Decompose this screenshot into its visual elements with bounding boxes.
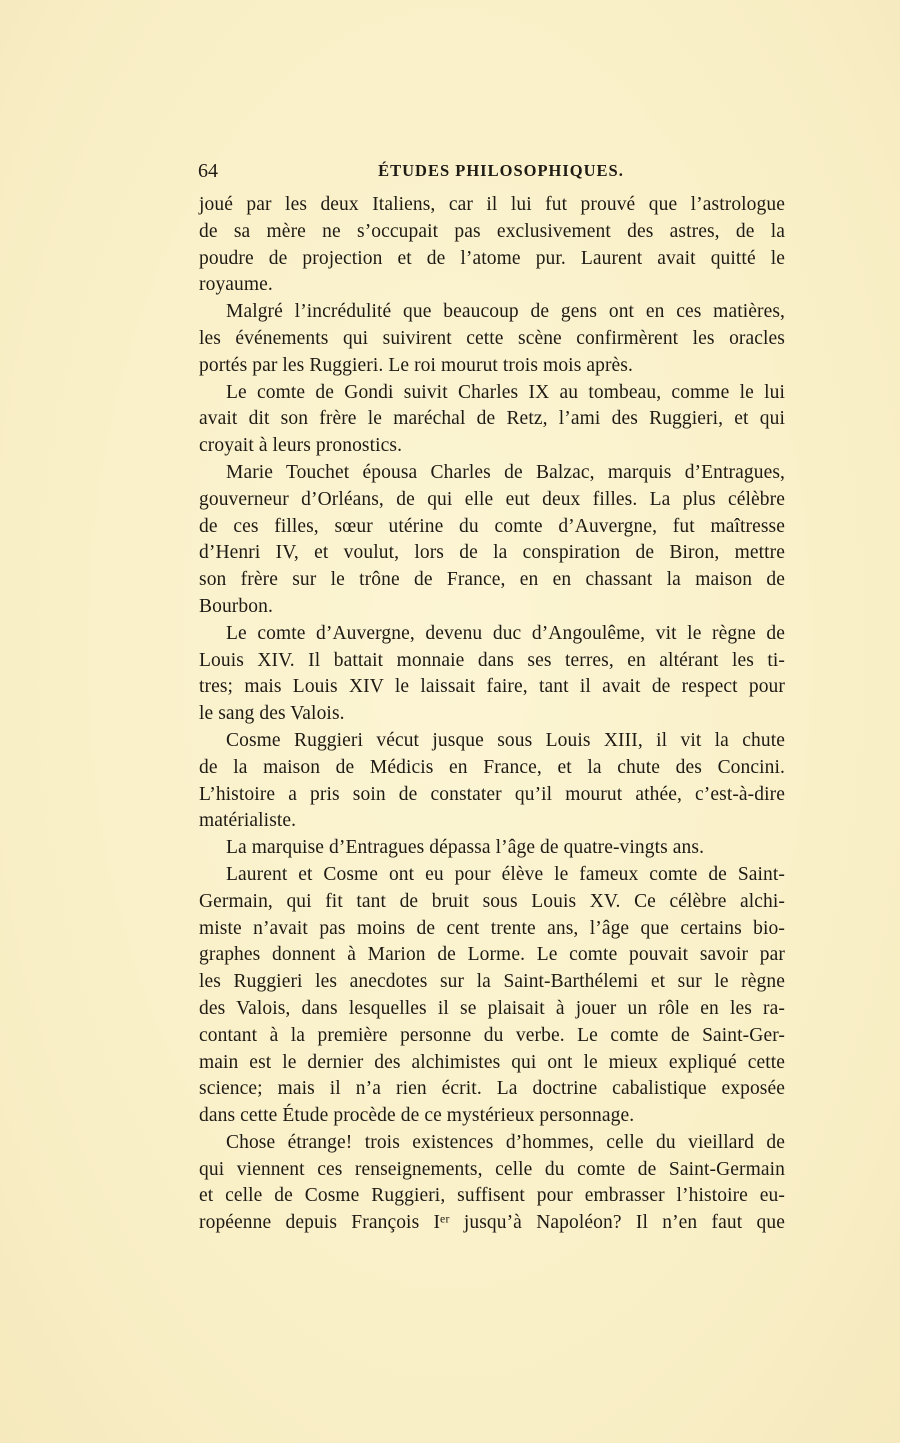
text-line: Chose étrange! trois existences d’hommes, celle du vieillard de	[226, 1131, 785, 1153]
text-line: matérialiste.	[199, 810, 297, 832]
text-line: les Ruggieri les anecdotes sur la Saint-Barthélemi et sur le règne	[199, 971, 785, 993]
running-title: ÉTUDES PHILOSOPHIQUES.	[378, 161, 624, 180]
text-line: le sang des Valois.	[199, 703, 345, 725]
text-line: L’histoire a pris soin de constater qu’il mourut athée, c’est-à-dire	[199, 783, 785, 805]
text-line: Bourbon.	[199, 595, 273, 617]
text-line: main est le dernier des alchimistes qui ont le mieux expliqué cette	[199, 1051, 785, 1073]
text-line: Louis XIV. Il battait monnaie dans ses terres, en altérant les ti-	[199, 649, 785, 671]
text-line: miste n’avait pas moins de cent trente ans, l’âge que certains bio-	[199, 917, 785, 939]
text-line: Malgré l’incrédulité que beaucoup de gens ont en ces matières,	[226, 301, 785, 323]
text-line: royaume.	[199, 274, 273, 296]
text-line: des Valois, dans lesquelles il se plaisait à jouer un rôle en les ra-	[199, 997, 785, 1019]
text-line: Laurent et Cosme ont eu pour élève le fameux comte de Saint-	[226, 863, 785, 885]
text-line: Germain, qui fit tant de bruit sous Louis XV. Ce célèbre alchi-	[199, 890, 785, 912]
page-body-text	[199, 192, 785, 1237]
text-line: Le comte d’Auvergne, devenu duc d’Angoulême, vit le règne de	[226, 622, 785, 644]
text-line: avait dit son frère le maréchal de Retz, l’ami des Ruggieri, et qui	[199, 408, 785, 430]
text-line: Le comte de Gondi suivit Charles IX au tombeau, comme le lui	[226, 381, 785, 403]
text-line: joué par les deux Italiens, car il lui fut prouvé que l’astrologue	[199, 194, 785, 215]
text-line: son frère sur le trône de France, en en chassant la maison de	[199, 569, 785, 591]
text-line: de la maison de Médicis en France, et la chute des Concini.	[199, 756, 785, 778]
text-line: Cosme Ruggieri vécut jusque sous Louis XIII, il vit la chute	[226, 729, 785, 751]
text-line: croyait à leurs pronostics.	[199, 435, 403, 457]
text-line: qui viennent ces renseignements, celle du comte de Saint-Germain	[199, 1158, 785, 1180]
text-line: Marie Touchet épousa Charles de Balzac, marquis d’Entragues,	[226, 461, 785, 483]
text-line: de ces filles, sœur utérine du comte d’Auvergne, fut maîtresse	[199, 515, 785, 537]
text-line: de sa mère ne s’occupait pas exclusivement des astres, de la	[199, 220, 785, 242]
text-line: contant à la première personne du verbe. Le comte de Saint-Ger-	[199, 1024, 785, 1046]
text-line: portés par les Ruggieri. Le roi mourut trois mois après.	[199, 354, 633, 376]
text-line: graphes donnent à Marion de Lorme. Le comte pouvait savoir par	[199, 944, 785, 966]
text-line: d’Henri IV, et voulut, lors de la conspiration de Biron, mettre	[199, 542, 785, 564]
text-line: gouverneur d’Orléans, de qui elle eut deux filles. La plus célèbre	[199, 488, 785, 510]
text-line: tres; mais Louis XIV le laissait faire, tant il avait de respect pour	[199, 676, 785, 698]
text-line: les événements qui suivirent cette scène confirmèrent les oracles	[199, 327, 785, 349]
text-line: et celle de Cosme Ruggieri, suffisent pour embrasser l’histoire eu-	[199, 1185, 785, 1207]
text-line: ropéenne depuis François Iᵉʳ jusqu’à Napoléon? Il n’en faut que	[199, 1212, 785, 1234]
text-line: La marquise d’Entragues dépassa l’âge de quatre-vingts ans.	[226, 837, 705, 859]
text-line: science; mais il n’a rien écrit. La doctrine cabalistique exposée	[199, 1078, 785, 1100]
page-number: 64	[198, 160, 218, 182]
text-line: poudre de projection et de l’atome pur. Laurent avait quitté le	[199, 247, 785, 269]
page-header	[198, 160, 784, 188]
text-line: dans cette Étude procède de ce mystérieux personnage.	[199, 1105, 635, 1127]
